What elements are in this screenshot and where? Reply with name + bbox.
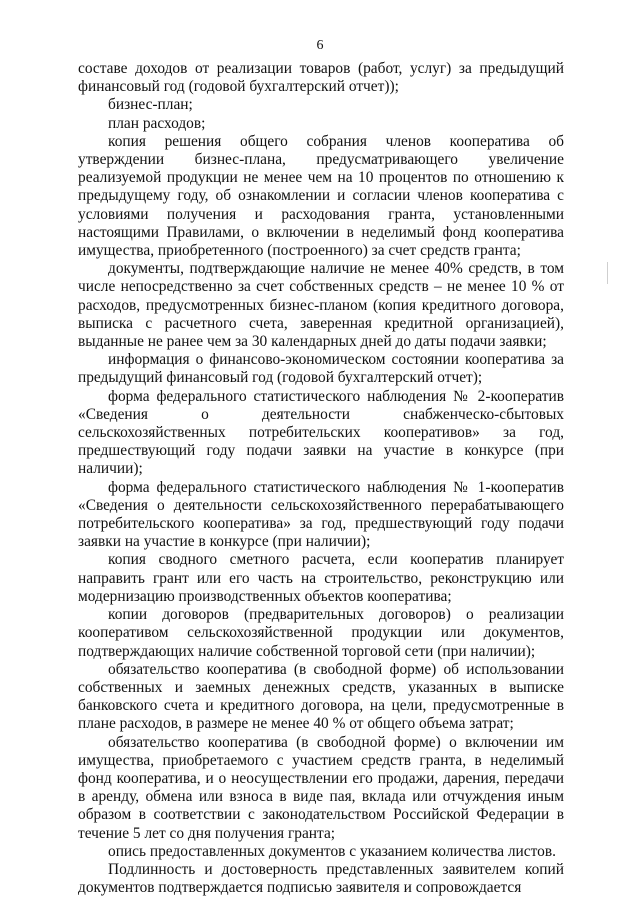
page-number: 6 (316, 38, 324, 53)
list-item-estimate: копия сводного сметного расчета, если кооператив планирует направить грант или его часть на строительство, реконструкцию или модернизацию производственных объектов кооператива; (78, 551, 564, 605)
list-item-obligation-property: обязательство кооператива (в свободной форме) о включении им имущества, приобретаемого с участием средств гранта, в неделимый фонд кооператива, и о неосуществлении его продажи, дарения, передачи в аренду, обмена или взноса в виде пая, вклада или отчуждения иным образом в соответствии с законодательством Российской Федерации в течение 5 лет со дня получения гранта; (78, 733, 564, 842)
list-item-financial-info: информация о финансово-экономическом состоянии кооператива за предыдущий финансовый год (годовой бухгалтерский отчет); (78, 351, 564, 387)
list-item-expense-plan: план расходов; (108, 114, 206, 132)
list-item-business-plan: бизнес-план; (108, 96, 193, 114)
list-item-inventory: опись предоставленных документов с указанием количества листов. (108, 842, 556, 860)
list-item-stat-form-2: форма федерального статистического наблюдения № 2-кооператив «Сведения о деятельности снабженческо-сбытовых сельскохозяйственных потребительских кооперативов» за год, предшествующий году подачи заявки на участие в конкурсе (при наличии); (78, 387, 564, 478)
page-body (78, 60, 564, 897)
list-item-obligation-funds: обязательство кооператива (в свободной форме) об использовании собственных и заемных денежных средств, указанных в выписке банковского счета и кредитного договора, на цели, предусмотренные в плане расходов, в размере не менее 40 % от общего объема затрат; (78, 660, 564, 733)
list-item-funds-documents: документы, подтверждающие наличие не менее 40% средств, в том числе непосредственно за счет собственных средств – не менее 10 % от расходов, предусмотренных бизнес-планом (копия кредитного договора, выписка с расчетного счета, заверенная кредитной организацией), выданные не ранее чем за 30 календарных дней до даты подачи заявки; (78, 260, 564, 351)
list-item-stat-form-1: форма федерального статистического наблюдения № 1-кооператив «Сведения о деятельности сельскохозяйственного перерабатывающего потребительского кооператива» за год, предшествующий году подачи заявки на участие в конкурсе (при наличии); (78, 478, 564, 551)
list-item-meeting-decision: копия решения общего собрания членов кооператива об утверждении бизнес-плана, предусматривающего увеличение реализуемой продукции не менее чем на 10 процентов по отношению к предыдущему году, об ознакомлении и согласии членов кооператива с условиями получения и расходования гранта, установленными настоящими Правилами, о включении в неделимый фонд кооператива имущества, приобретенного (построенного) за счет средств гранта; (78, 132, 564, 260)
list-item-contracts: копии договоров (предварительных договоров) о реализации кооперативом сельскохозяйственной продукции или документов, подтверждающих наличие собственной торговой сети (при наличии); (78, 606, 564, 660)
paragraph-authenticity: Подлинность и достоверность представленных заявителем копий документов подтверждается подписью заявителя и сопровождается (78, 860, 564, 897)
paragraph-continued: составе доходов от реализации товаров (работ, услуг) за предыдущий финансовый год (годовой бухгалтерский отчет)); (78, 60, 564, 96)
scan-artifact (607, 262, 608, 284)
